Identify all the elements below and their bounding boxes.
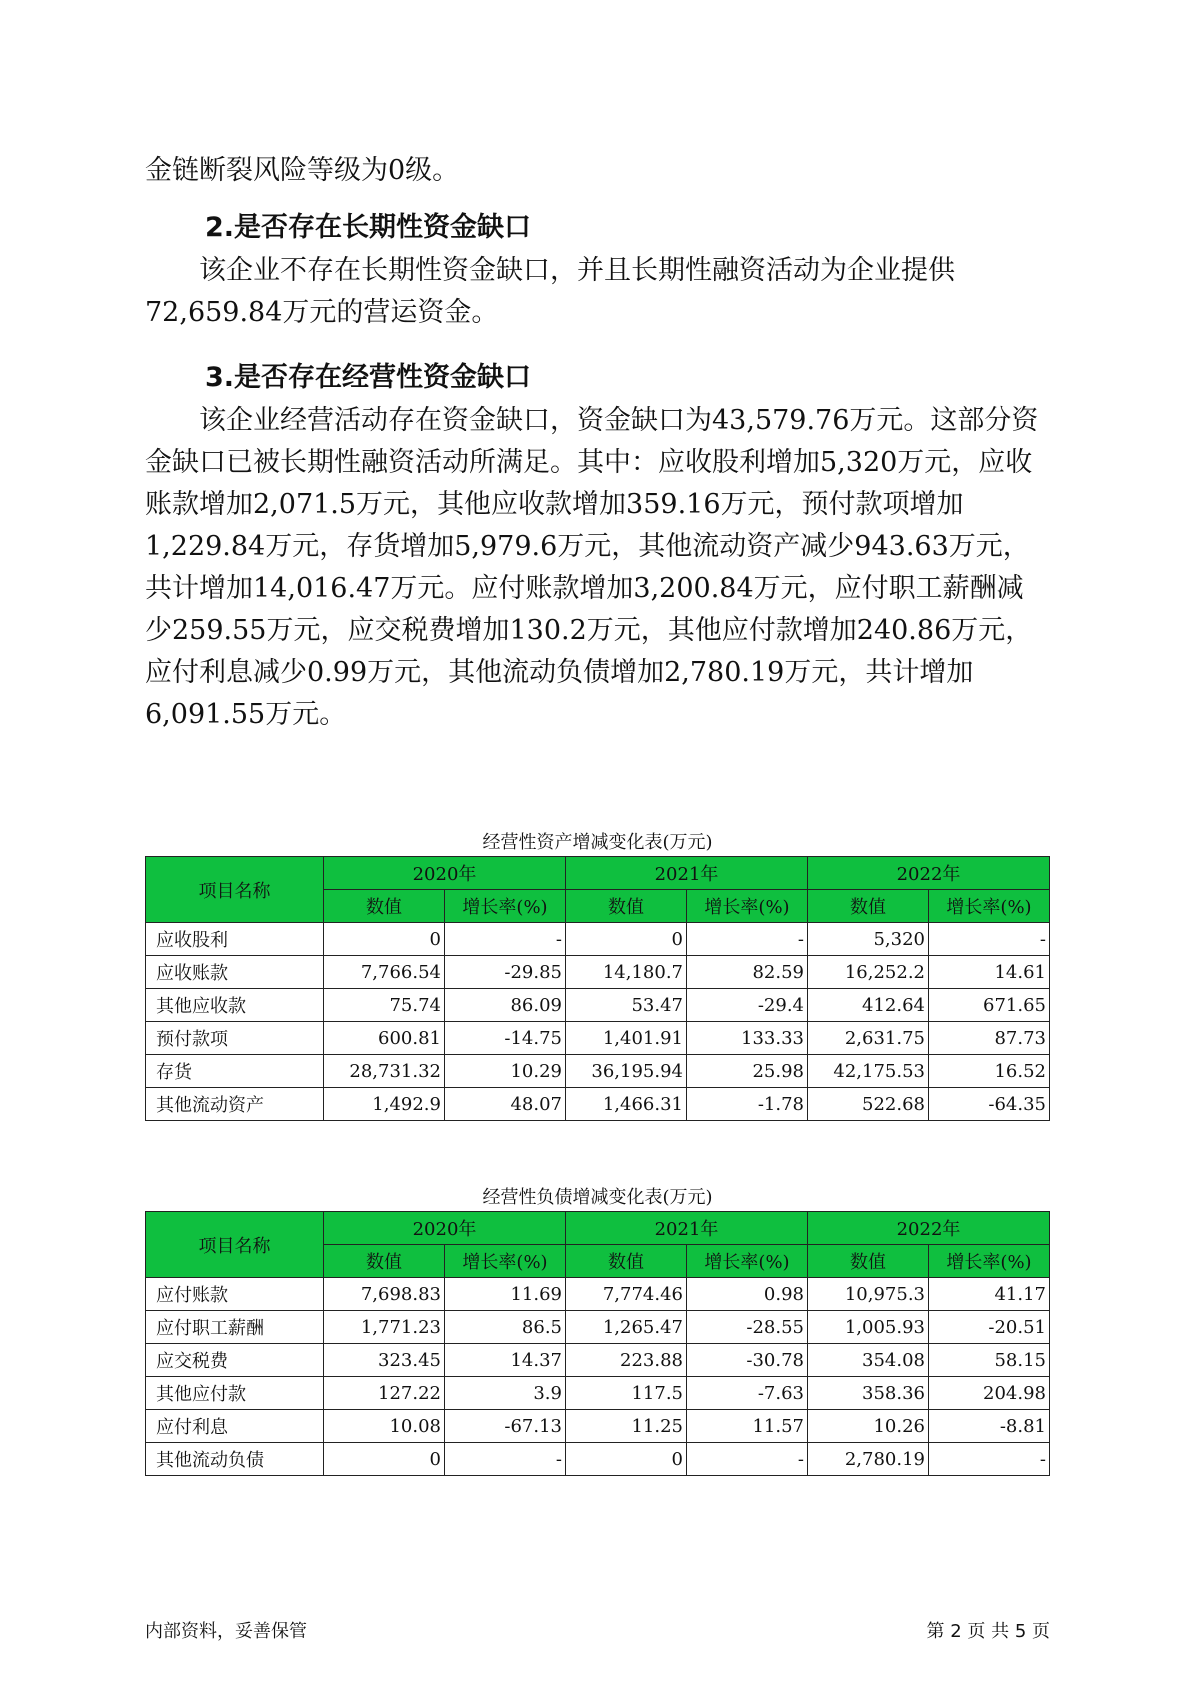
value-cell: 42,175.53 [808,1055,929,1088]
value-cell: 127.22 [324,1377,445,1410]
row-label: 应付职工薪酬 [146,1311,324,1344]
table-row [146,1410,1050,1443]
value-cell: 522.68 [808,1088,929,1121]
growth-rate-cell: -8.81 [929,1410,1050,1443]
growth-rate-cell: 11.69 [445,1278,566,1311]
operating-assets-table [145,856,1050,1121]
header-growth-rate: 增长率(%) [687,1245,808,1278]
row-label: 其他应付款 [146,1377,324,1410]
value-cell: 0 [566,923,687,956]
header-value: 数值 [324,1245,445,1278]
growth-rate-cell: -7.63 [687,1377,808,1410]
footer-confidential-note: 内部资料，妥善保管 [145,1621,307,1642]
row-label: 存货 [146,1055,324,1088]
header-year: 2022年 [808,857,1050,890]
table-body [146,923,1050,1121]
value-cell: 600.81 [324,1022,445,1055]
growth-rate-cell: -20.51 [929,1311,1050,1344]
value-cell: 11.25 [566,1410,687,1443]
header-value: 数值 [808,890,929,923]
header-value: 数值 [566,890,687,923]
growth-rate-cell: - [929,923,1050,956]
value-cell: 16,252.2 [808,956,929,989]
value-cell: 1,771.23 [324,1311,445,1344]
growth-rate-cell: -14.75 [445,1022,566,1055]
value-cell: 0 [324,923,445,956]
growth-rate-cell: 3.9 [445,1377,566,1410]
header-value: 数值 [324,890,445,923]
value-cell: 10,975.3 [808,1278,929,1311]
growth-rate-cell: - [445,1443,566,1476]
value-cell: 28,731.32 [324,1055,445,1088]
header-growth-rate: 增长率(%) [929,1245,1050,1278]
header-item-name: 项目名称 [146,1212,324,1278]
table-row [146,923,1050,956]
paragraph-operating-gap: 该企业经营活动存在资金缺口，资金缺口为43,579.76万元。这部分资金缺口已被长期性融资活动所满足。其中：应收股利增加5,320万元，应收账款增加2,071.5万元，其他应收款增加359.16万元，预付款项增加1,229.84万元，存货增加5,979.6万元，其他流动资产减少943.63万元，共计增加14,016.47万元。应付账款增加3,200.84万元，应付职工薪酬减少259.55万元，应交税费增加130.2万元，其他应付款增加240.86万元，应付利息减少0.99万元，其他流动负债增加2,780.19万元，共计增加6,091.55万元。 [145,405,1039,730]
value-cell: 354.08 [808,1344,929,1377]
value-cell: 0 [566,1443,687,1476]
growth-rate-cell: -64.35 [929,1088,1050,1121]
row-label: 应付利息 [146,1410,324,1443]
growth-rate-cell: 86.5 [445,1311,566,1344]
value-cell: 1,401.91 [566,1022,687,1055]
value-cell: 36,195.94 [566,1055,687,1088]
value-cell: 1,492.9 [324,1088,445,1121]
value-cell: 2,780.19 [808,1443,929,1476]
header-growth-rate: 增长率(%) [445,890,566,923]
row-label: 其他应收款 [146,989,324,1022]
value-cell: 1,466.31 [566,1088,687,1121]
row-label: 预付款项 [146,1022,324,1055]
growth-rate-cell: - [687,923,808,956]
row-label: 应交税费 [146,1344,324,1377]
header-value: 数值 [808,1245,929,1278]
paragraph-long-term-gap: 该企业不存在长期性资金缺口，并且长期性融资活动为企业提供72,659.84万元的营运资金。 [145,255,955,328]
header-growth-rate: 增长率(%) [687,890,808,923]
value-cell: 75.74 [324,989,445,1022]
growth-rate-cell: 41.17 [929,1278,1050,1311]
row-label: 应收账款 [146,956,324,989]
growth-rate-cell: -29.85 [445,956,566,989]
growth-rate-cell: - [445,923,566,956]
value-cell: 10.26 [808,1410,929,1443]
value-cell: 7,774.46 [566,1278,687,1311]
value-cell: 117.5 [566,1377,687,1410]
table-row [146,989,1050,1022]
table-row [146,1055,1050,1088]
growth-rate-cell: 671.65 [929,989,1050,1022]
value-cell: 412.64 [808,989,929,1022]
value-cell: 7,698.83 [324,1278,445,1311]
growth-rate-cell: -1.78 [687,1088,808,1121]
value-cell: 2,631.75 [808,1022,929,1055]
header-value: 数值 [566,1245,687,1278]
table-row [146,1443,1050,1476]
growth-rate-cell: 10.29 [445,1055,566,1088]
growth-rate-cell: 25.98 [687,1055,808,1088]
growth-rate-cell: 0.98 [687,1278,808,1311]
growth-rate-cell: -30.78 [687,1344,808,1377]
paragraph-risk-level: 金链断裂风险等级为0级。 [145,155,460,186]
row-label: 应付账款 [146,1278,324,1311]
row-label: 其他流动负债 [146,1443,324,1476]
table-row [146,1088,1050,1121]
heading-long-term-gap: 2.是否存在长期性资金缺口 [205,212,532,243]
growth-rate-cell: 58.15 [929,1344,1050,1377]
table-row [146,1311,1050,1344]
header-year: 2020年 [324,1212,566,1245]
value-cell: 358.36 [808,1377,929,1410]
value-cell: 1,265.47 [566,1311,687,1344]
header-year: 2022年 [808,1212,1050,1245]
value-cell: 0 [324,1443,445,1476]
table-body [146,1278,1050,1476]
growth-rate-cell: -67.13 [445,1410,566,1443]
value-cell: 5,320 [808,923,929,956]
value-cell: 53.47 [566,989,687,1022]
header-year: 2020年 [324,857,566,890]
header-item-name: 项目名称 [146,857,324,923]
table-row [146,1278,1050,1311]
operating-liabilities-table [145,1211,1050,1476]
growth-rate-cell: 16.52 [929,1055,1050,1088]
value-cell: 323.45 [324,1344,445,1377]
growth-rate-cell: 48.07 [445,1088,566,1121]
value-cell: 10.08 [324,1410,445,1443]
value-cell: 14,180.7 [566,956,687,989]
growth-rate-cell: - [687,1443,808,1476]
table-row [146,1377,1050,1410]
heading-operating-gap: 3.是否存在经营性资金缺口 [205,362,532,393]
footer-page-number: 第 2 页 共 5 页 [926,1621,1050,1642]
growth-rate-cell: 14.37 [445,1344,566,1377]
table-row [146,1344,1050,1377]
growth-rate-cell: 11.57 [687,1410,808,1443]
value-cell: 223.88 [566,1344,687,1377]
growth-rate-cell: 87.73 [929,1022,1050,1055]
header-year: 2021年 [566,1212,808,1245]
row-label: 其他流动资产 [146,1088,324,1121]
growth-rate-cell: - [929,1443,1050,1476]
table-caption-assets: 经营性资产增减变化表(万元) [482,832,713,853]
table-row [146,1022,1050,1055]
value-cell: 7,766.54 [324,956,445,989]
growth-rate-cell: 86.09 [445,989,566,1022]
value-cell: 1,005.93 [808,1311,929,1344]
row-label: 应收股利 [146,923,324,956]
growth-rate-cell: 82.59 [687,956,808,989]
growth-rate-cell: -28.55 [687,1311,808,1344]
header-year: 2021年 [566,857,808,890]
header-growth-rate: 增长率(%) [445,1245,566,1278]
header-growth-rate: 增长率(%) [929,890,1050,923]
table-caption-liabilities: 经营性负债增减变化表(万元) [482,1187,713,1208]
growth-rate-cell: 133.33 [687,1022,808,1055]
growth-rate-cell: 204.98 [929,1377,1050,1410]
table-row [146,956,1050,989]
growth-rate-cell: -29.4 [687,989,808,1022]
growth-rate-cell: 14.61 [929,956,1050,989]
